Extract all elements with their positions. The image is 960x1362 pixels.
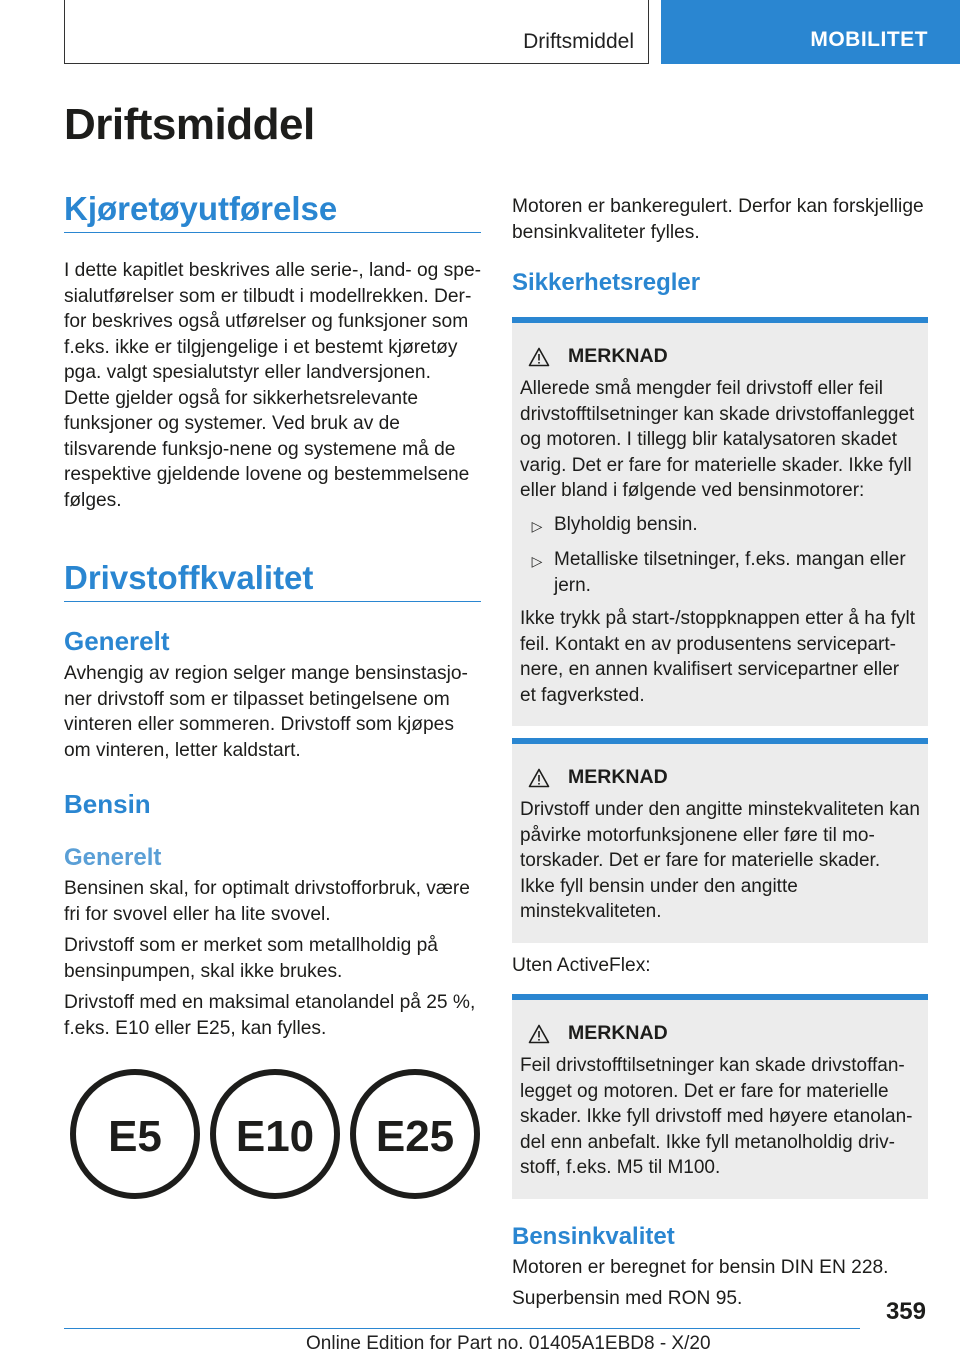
footer-edition: Online Edition for Part no. 01405A1EBD8 - X/20 <box>306 1333 711 1354</box>
paragraph-quality-1: Motoren er beregnet for bensin DIN EN 228. <box>512 1256 889 1278</box>
notice-box-2 <box>512 738 928 943</box>
heading-general: Generelt <box>64 626 170 656</box>
chapter-tab-label: MOBILITET <box>810 28 928 51</box>
ethanol-logos <box>68 1063 484 1205</box>
heading-petrol-general: Generelt <box>64 844 162 871</box>
heading-petrol: Bensin <box>64 789 151 819</box>
heading-vehicle: Kjøretøyutførelse <box>64 190 481 233</box>
left-column <box>64 190 481 1041</box>
heading-safety: Sikkerhetsregler <box>512 269 701 296</box>
list-item <box>520 547 920 598</box>
section-tab-label: Driftsmiddel <box>523 30 634 53</box>
warning-icon <box>528 768 550 788</box>
notice-box-3 <box>512 994 928 1199</box>
list-item-text: Blyholdig bensin. <box>554 513 698 535</box>
list-item <box>520 512 920 540</box>
heading-fuel-quality: Drivstoffkvalitet <box>64 559 481 602</box>
notice-label: MERKNAD <box>568 1022 668 1044</box>
list-item-text: Metalliske tilsetninger, f.eks. mangan eller jern. <box>554 549 906 596</box>
notice-header <box>520 766 920 789</box>
notice-box-1 <box>512 317 928 726</box>
notice-label: MERKNAD <box>568 766 668 788</box>
footer-divider <box>64 1328 860 1329</box>
notice-header <box>520 1022 920 1045</box>
notice-header <box>520 345 920 368</box>
heading-petrol-quality: Bensinkvalitet <box>512 1222 675 1250</box>
page-title: Driftsmiddel <box>64 100 315 149</box>
logo-e5 <box>73 1072 197 1196</box>
svg-text:E25: E25 <box>375 1112 455 1161</box>
paragraph-knock: Motoren er bankeregulert. Derfor kan forskjellige bensinkvaliteter fylles. <box>512 196 924 243</box>
paragraph-general: Avhengig av region selger mange bensinstasjo-ner drivstoff som er tilpasset betingelsene om vinteren eller sommeren. Drivstoff som kjøpes om vinteren, letter kaldstart. <box>64 663 468 761</box>
paragraph-activeflex: Uten ActiveFlex: <box>512 954 651 976</box>
warning-icon <box>528 347 550 367</box>
warning-icon <box>528 1024 550 1044</box>
header-section-tab <box>64 0 649 64</box>
paragraph-petrol-3: Drivstoff med en maksimal etanolandel på 25 %, f.eks. E10 eller E25, kan fylles. <box>64 992 476 1039</box>
logo-e25 <box>353 1072 477 1196</box>
bullet-icon: ▷ <box>531 517 543 534</box>
notice-text: Drivstoff under den angitte minstekvaliteten kan påvirke motorfunksjonene eller føre til mo-torskader. Det er fare for materielle skader. Ikke fyll bensin under den angitte minstekvaliteten. <box>520 799 920 922</box>
paragraph-petrol-2: Drivstoff som er merket som metallholdig på bensinpumpen, skal ikke brukes. <box>64 935 438 982</box>
svg-text:E5: E5 <box>108 1112 162 1161</box>
paragraph-quality-2: Superbensin med RON 95. <box>512 1288 743 1309</box>
bullet-icon: ▷ <box>531 553 543 569</box>
notice-label: MERKNAD <box>568 345 668 367</box>
notice-text: Allerede små mengder feil drivstoff eller feil drivstofftilsetninger kan skade drivstoffanlegget og motoren. I tillegg blir katalysatoren skadet varig. Det er fare for materielle skader. Ikke fyll eller bland i følgende ved bensinmotorer: <box>520 378 915 501</box>
logo-e10 <box>213 1072 337 1196</box>
paragraph-vehicle: I dette kapitlet beskrives alle serie-, land- og spe-sialutførelser som er tilbudt i modellrekken. Der-for beskrives også utførelser og funksjoner som f.eks. ikke er tilgjengelige i et bestemt kjøretøy pga. valgt spesialutstyr eller landversjonen. Dette gjelder også for sikkerhetsrelevante funksjoner og systemer. Ved bruk av de tilsvarende funksjo-nene og systemene må de respektive gjeldende lovene og bestemmelsene følges. <box>64 260 482 511</box>
page-number: 359 <box>885 1298 926 1325</box>
notice-text-2: Ikke trykk på start-/stoppknappen etter å ha fylt feil. Kontakt en av produsentens servicepart-nere, en annen kvalifisert servicepartner eller et fagverksted. <box>520 608 915 706</box>
right-column <box>512 194 928 1312</box>
header-chapter-tab <box>661 0 960 64</box>
notice-text: Feil drivstofftilsetninger kan skade drivstoffan-legget og motoren. Det er fare for materielle skader. Ikke fyll drivstoff med høyere etanolan-del enn anbefalt. Ikke fyll metanolholdig driv-stoff, f.eks. M5 til M100. <box>520 1055 913 1178</box>
svg-text:E10: E10 <box>235 1112 315 1161</box>
paragraph-petrol-1: Bensinen skal, for optimalt drivstofforbruk, være fri for svovel eller ha lite svovel. <box>64 878 470 925</box>
